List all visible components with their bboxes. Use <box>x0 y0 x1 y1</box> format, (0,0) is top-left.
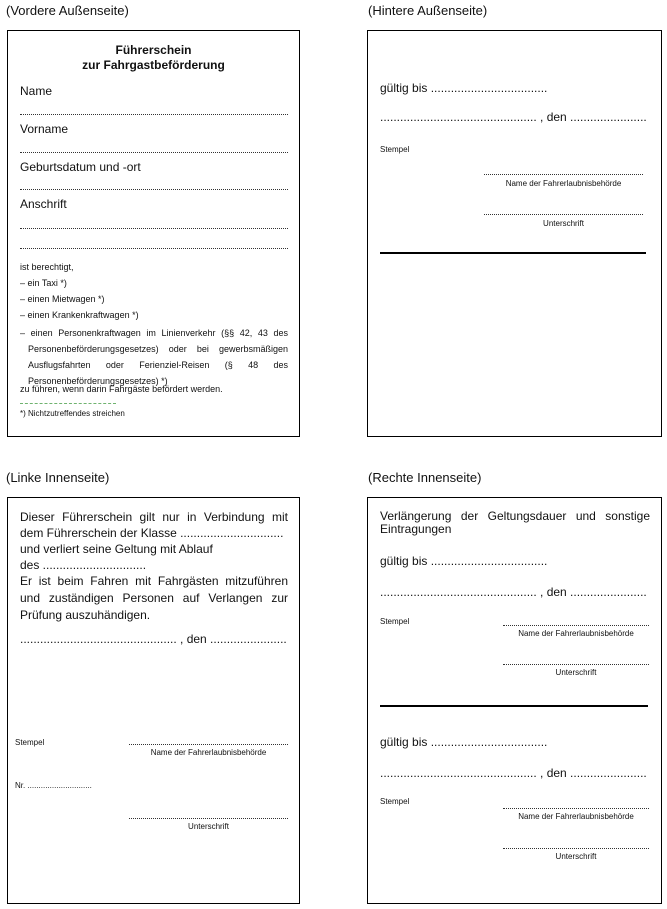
validity-line-4[interactable]: des ............................... <box>20 558 147 572</box>
entry-2-valid-until[interactable]: gültig bis ................................... <box>380 735 548 749</box>
entry-2-signature-label: Unterschrift <box>555 852 597 861</box>
field-address-line-2[interactable] <box>20 248 288 249</box>
stamp-label: Stempel <box>15 738 45 747</box>
caption-inner-left: (Linke Innenseite) <box>6 470 110 485</box>
card-inner-left <box>7 497 300 904</box>
caption-inner-right: (Rechte Innenseite) <box>368 470 482 485</box>
license-subtitle: zur Fahrgastbeförderung <box>82 58 225 72</box>
entry-2-stamp-label: Stempel <box>380 797 410 806</box>
carry-line-1: Er ist beim Fahren mit Fahrgästen mitzuführen <box>20 574 288 588</box>
option-mietwagen: – einen Mietwagen *) <box>20 294 105 304</box>
footnote-rule <box>20 403 116 404</box>
card-inner-right <box>367 497 662 904</box>
card-back-outside <box>367 30 662 437</box>
field-label-vorname: Vorname <box>20 122 69 136</box>
authority-line[interactable] <box>484 174 643 175</box>
field-label-birth: Geburtsdatum und -ort <box>20 160 141 174</box>
valid-until[interactable]: gültig bis ................................... <box>380 81 548 95</box>
authority-label: Name der Fahrerlaubnisbehörde <box>505 179 622 188</box>
caption-back: (Hintere Außenseite) <box>368 3 488 18</box>
authority-line[interactable] <box>129 744 288 745</box>
signature-line[interactable] <box>484 214 643 215</box>
stamp-label: Stempel <box>380 145 410 154</box>
carry-line-2: und zuständigen Personen auf Verlangen zur <box>20 591 288 605</box>
validity-line-2[interactable]: dem Führerschein der Klasse ............................... <box>20 526 284 540</box>
field-address-line-1[interactable] <box>20 228 288 229</box>
footnote-text: *) Nichtzutreffendes streichen <box>20 409 125 418</box>
number-field[interactable]: Nr. ............................. <box>15 781 92 790</box>
extension-heading: Verlängerung der Geltungsdauer und sonstige Eintragungen <box>380 509 650 536</box>
authority-label: Name der Fahrerlaubnisbehörde <box>150 748 267 757</box>
entry-2-place-date[interactable]: ............................................... , den ....................... <box>380 766 647 780</box>
carry-line-3: Prüfung auszuhändigen. <box>20 608 151 622</box>
entry-1-signature-line[interactable] <box>503 664 649 665</box>
closing-text: zu führen, wenn darin Fahrgäste befördert werden. <box>20 384 223 394</box>
validity-line-1: Dieser Führerschein gilt nur in Verbindung mit <box>20 510 288 524</box>
validity-line-3: und verliert seine Geltung mit Ablauf <box>20 542 213 556</box>
entry-2-signature-line[interactable] <box>503 848 649 849</box>
entry-1-valid-until[interactable]: gültig bis ................................... <box>380 554 548 568</box>
entry-divider <box>380 705 648 707</box>
place-date[interactable]: ............................................... , den ....................... <box>20 632 287 646</box>
entry-2-authority-line[interactable] <box>503 808 649 809</box>
field-label-address: Anschrift <box>20 197 67 211</box>
field-label-name: Name <box>20 84 53 98</box>
entry-2-authority-label: Name der Fahrerlaubnisbehörde <box>518 812 634 821</box>
section-divider <box>380 252 646 254</box>
option-krankenkraftwagen: – einen Krankenkraftwagen *) <box>20 310 139 320</box>
card-front-outside <box>7 30 300 437</box>
license-title: Führerschein <box>115 43 192 57</box>
place-date[interactable]: ............................................... , den ....................... <box>380 110 647 124</box>
entry-1-place-date[interactable]: ............................................... , den ....................... <box>380 585 647 599</box>
field-birth-line[interactable] <box>20 189 288 190</box>
caption-front: (Vordere Außenseite) <box>6 3 129 18</box>
option-linienverkehr: – einen Personenkraftwagen im Linienverkehr (§§ 42, 43 des Personenbeförderungsgesetzes) oder bei gewerbsmäßigen Ausflugsfahrten oder Ferienziel-Reisen (§ 48 des Personenbeförderungsgesetzes) *) <box>20 328 288 386</box>
entitled-text: ist berechtigt, <box>20 262 74 272</box>
signature-label: Unterschrift <box>188 822 229 831</box>
entry-1-stamp-label: Stempel <box>380 617 410 626</box>
option-taxi: – ein Taxi *) <box>20 278 67 288</box>
entry-1-authority-line[interactable] <box>503 625 649 626</box>
entry-1-signature-label: Unterschrift <box>555 668 597 677</box>
entry-1-authority-label: Name der Fahrerlaubnisbehörde <box>518 629 634 638</box>
field-vorname-line[interactable] <box>20 152 288 153</box>
signature-line[interactable] <box>129 818 288 819</box>
signature-label: Unterschrift <box>543 219 584 228</box>
field-name-line[interactable] <box>20 114 288 115</box>
